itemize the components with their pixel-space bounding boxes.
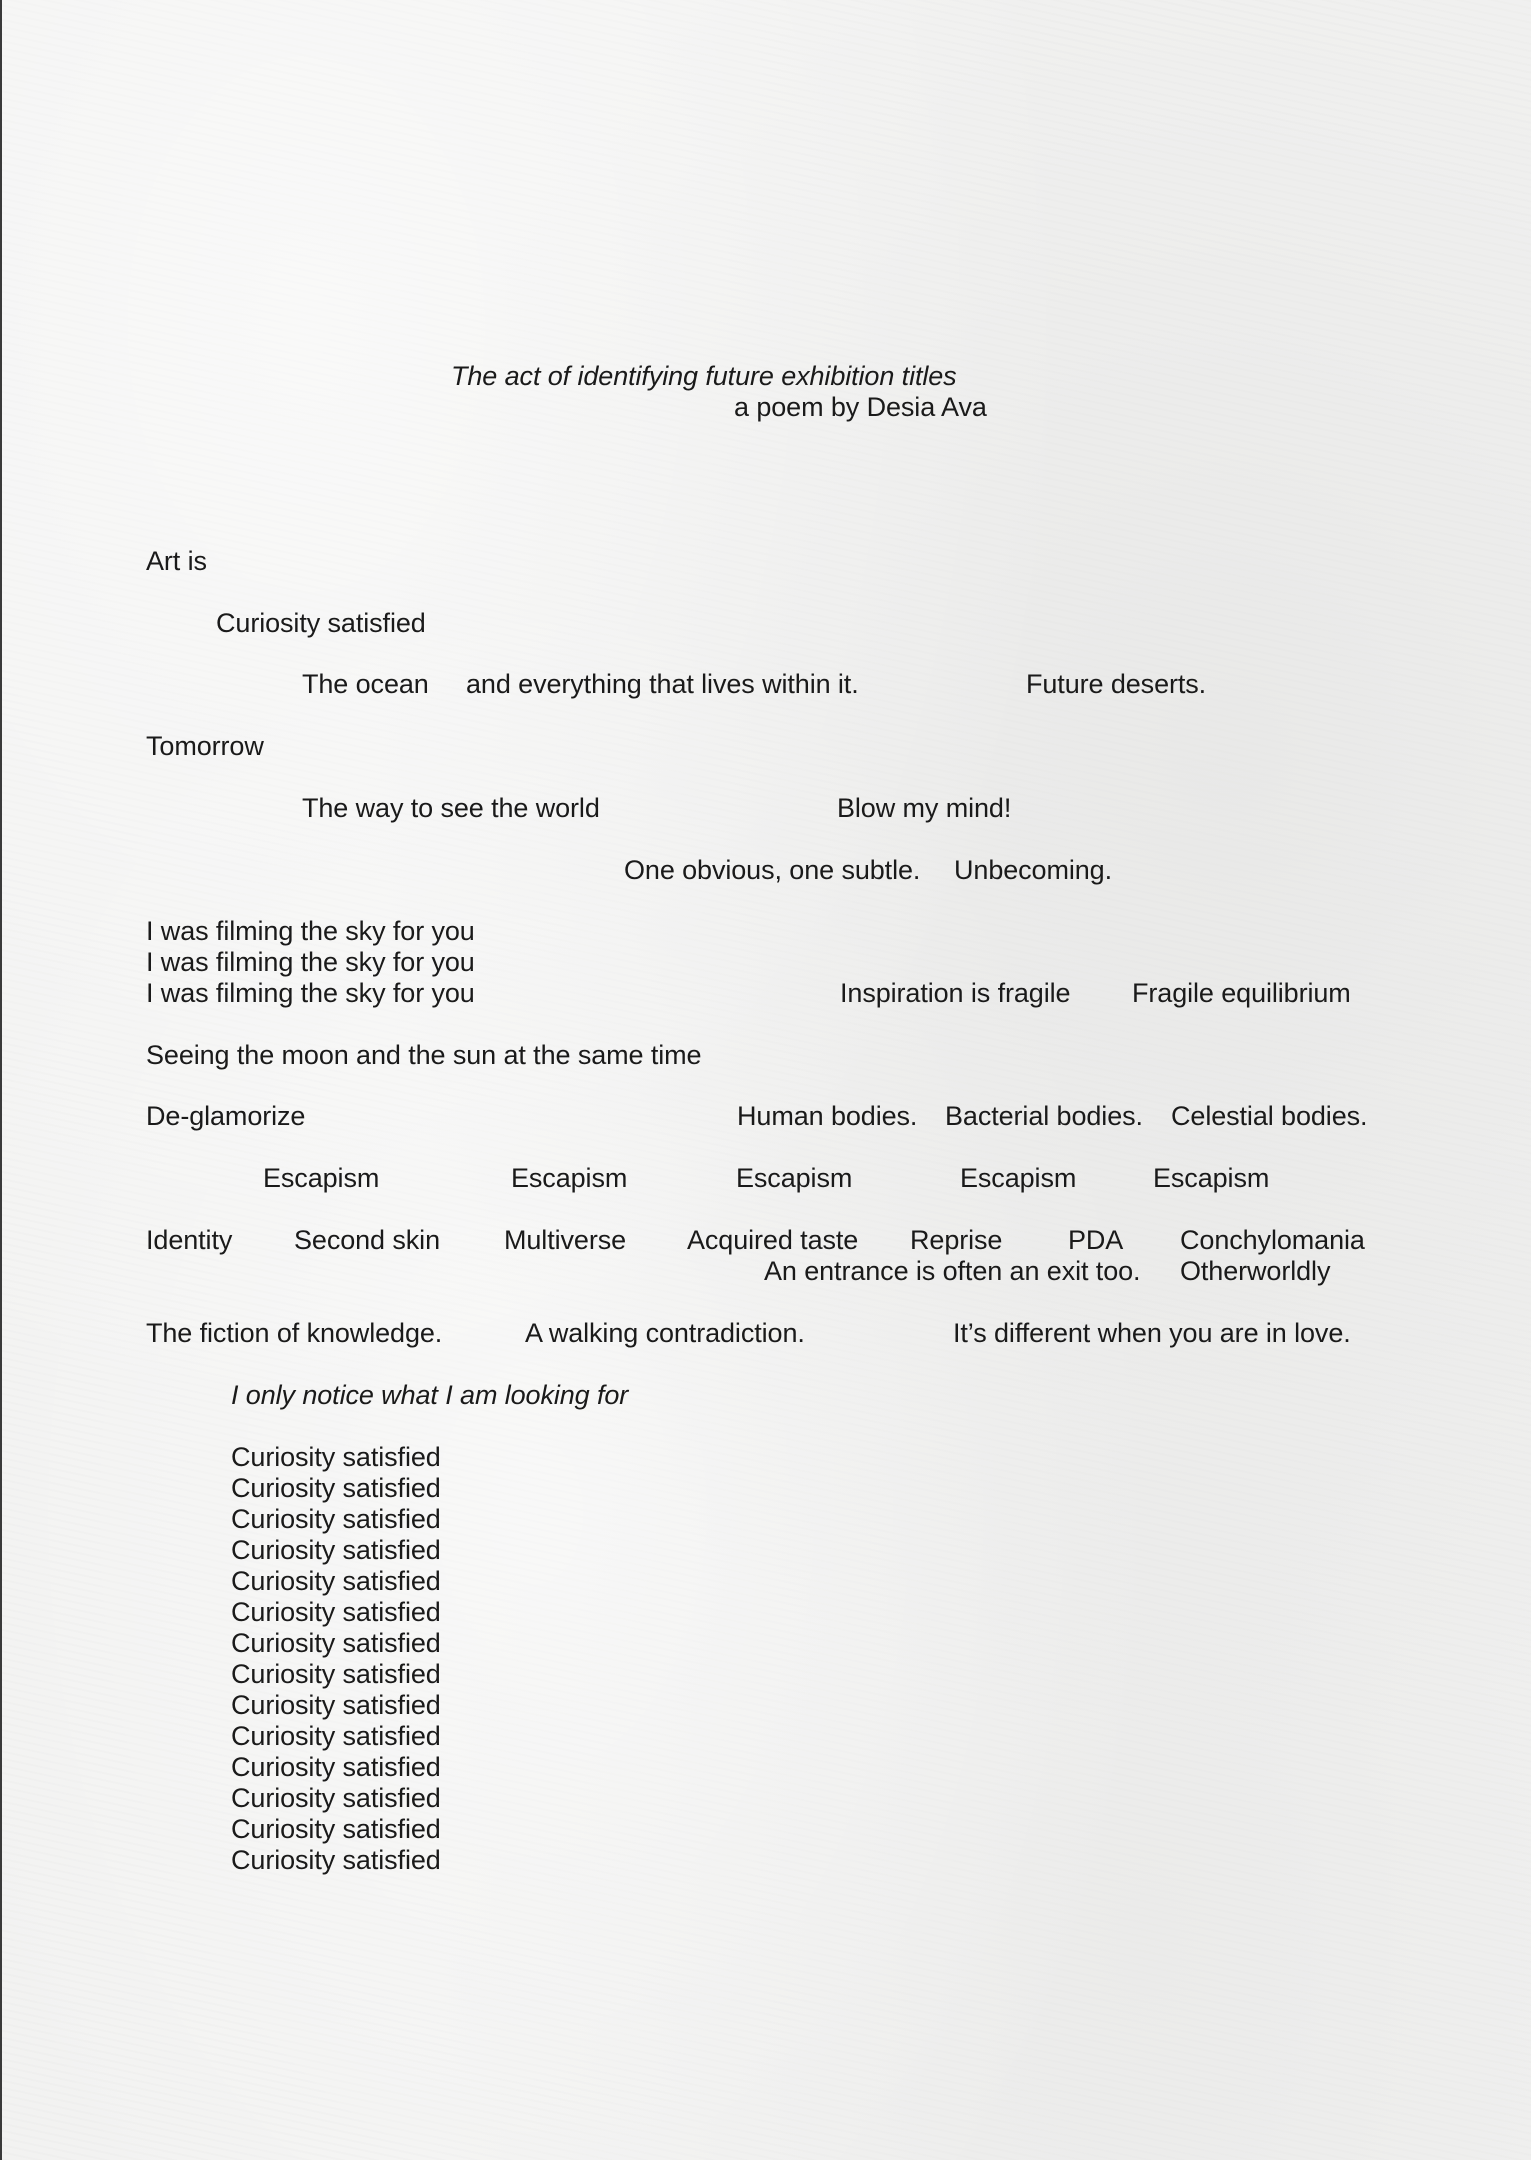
page-edge-line <box>0 0 2 2160</box>
curiosity-line: Curiosity satisfied <box>231 1845 441 1875</box>
line-notice: I only notice what I am looking for <box>231 1380 629 1410</box>
line-moon-sun: Seeing the moon and the sun at the same time <box>146 1040 702 1070</box>
curiosity-line: Curiosity satisfied <box>231 1504 441 1534</box>
line-tomorrow: Tomorrow <box>146 731 264 761</box>
line-bacterial-bodies: Bacterial bodies. <box>945 1101 1143 1131</box>
line-blow-mind: Blow my mind! <box>837 793 1012 823</box>
curiosity-line: Curiosity satisfied <box>231 1597 441 1627</box>
line-obvious-subtle: One obvious, one subtle. <box>624 855 921 885</box>
line-fragile-equilibrium: Fragile equilibrium <box>1132 978 1351 1008</box>
curiosity-line: Curiosity satisfied <box>231 1721 441 1751</box>
curiosity-line: Curiosity satisfied <box>231 1566 441 1596</box>
line-way-to-see: The way to see the world <box>302 793 600 823</box>
line-different-love: It’s different when you are in love. <box>953 1318 1351 1348</box>
line-curiosity-intro: Curiosity satisfied <box>216 608 426 638</box>
curiosity-line: Curiosity satisfied <box>231 1628 441 1658</box>
line-escapism-1: Escapism <box>263 1163 380 1193</box>
curiosity-line: Curiosity satisfied <box>231 1783 441 1813</box>
line-deglamorize: De-glamorize <box>146 1101 306 1131</box>
curiosity-line: Curiosity satisfied <box>231 1535 441 1565</box>
line-conchylomania: Conchylomania <box>1180 1225 1365 1255</box>
line-human-bodies: Human bodies. <box>737 1101 918 1131</box>
line-escapism-4: Escapism <box>960 1163 1077 1193</box>
curiosity-repeat-block <box>231 1442 441 1876</box>
line-ocean: The ocean <box>302 669 429 699</box>
line-acquired-taste: Acquired taste <box>687 1225 859 1255</box>
line-future-deserts: Future deserts. <box>1026 669 1207 699</box>
poem-byline: a poem by Desia Ava <box>734 392 987 422</box>
line-escapism-3: Escapism <box>736 1163 853 1193</box>
line-identity: Identity <box>146 1225 233 1255</box>
line-fiction: The fiction of knowledge. <box>146 1318 443 1348</box>
curiosity-line: Curiosity satisfied <box>231 1659 441 1689</box>
line-filming-3: I was filming the sky for you <box>146 978 475 1008</box>
line-otherworldly: Otherworldly <box>1180 1256 1331 1286</box>
curiosity-line: Curiosity satisfied <box>231 1690 441 1720</box>
line-filming-1: I was filming the sky for you <box>146 916 475 946</box>
line-escapism-2: Escapism <box>511 1163 628 1193</box>
line-reprise: Reprise <box>910 1225 1003 1255</box>
line-art-is: Art is <box>146 546 207 576</box>
curiosity-line: Curiosity satisfied <box>231 1814 441 1844</box>
line-walking: A walking contradiction. <box>525 1318 805 1348</box>
line-inspiration: Inspiration is fragile <box>840 978 1071 1008</box>
poem-title: The act of identifying future exhibition titles <box>451 361 957 391</box>
line-multiverse: Multiverse <box>504 1225 627 1255</box>
curiosity-line: Curiosity satisfied <box>231 1752 441 1782</box>
line-filming-2: I was filming the sky for you <box>146 947 475 977</box>
line-pda: PDA <box>1068 1225 1124 1255</box>
curiosity-line: Curiosity satisfied <box>231 1473 441 1503</box>
line-everything-lives: and everything that lives within it. <box>466 669 859 699</box>
line-second-skin: Second skin <box>294 1225 440 1255</box>
curiosity-line: Curiosity satisfied <box>231 1442 441 1472</box>
line-escapism-5: Escapism <box>1153 1163 1270 1193</box>
line-celestial-bodies: Celestial bodies. <box>1171 1101 1368 1131</box>
line-unbecoming: Unbecoming. <box>954 855 1112 885</box>
line-entrance: An entrance is often an exit too. <box>764 1256 1141 1286</box>
